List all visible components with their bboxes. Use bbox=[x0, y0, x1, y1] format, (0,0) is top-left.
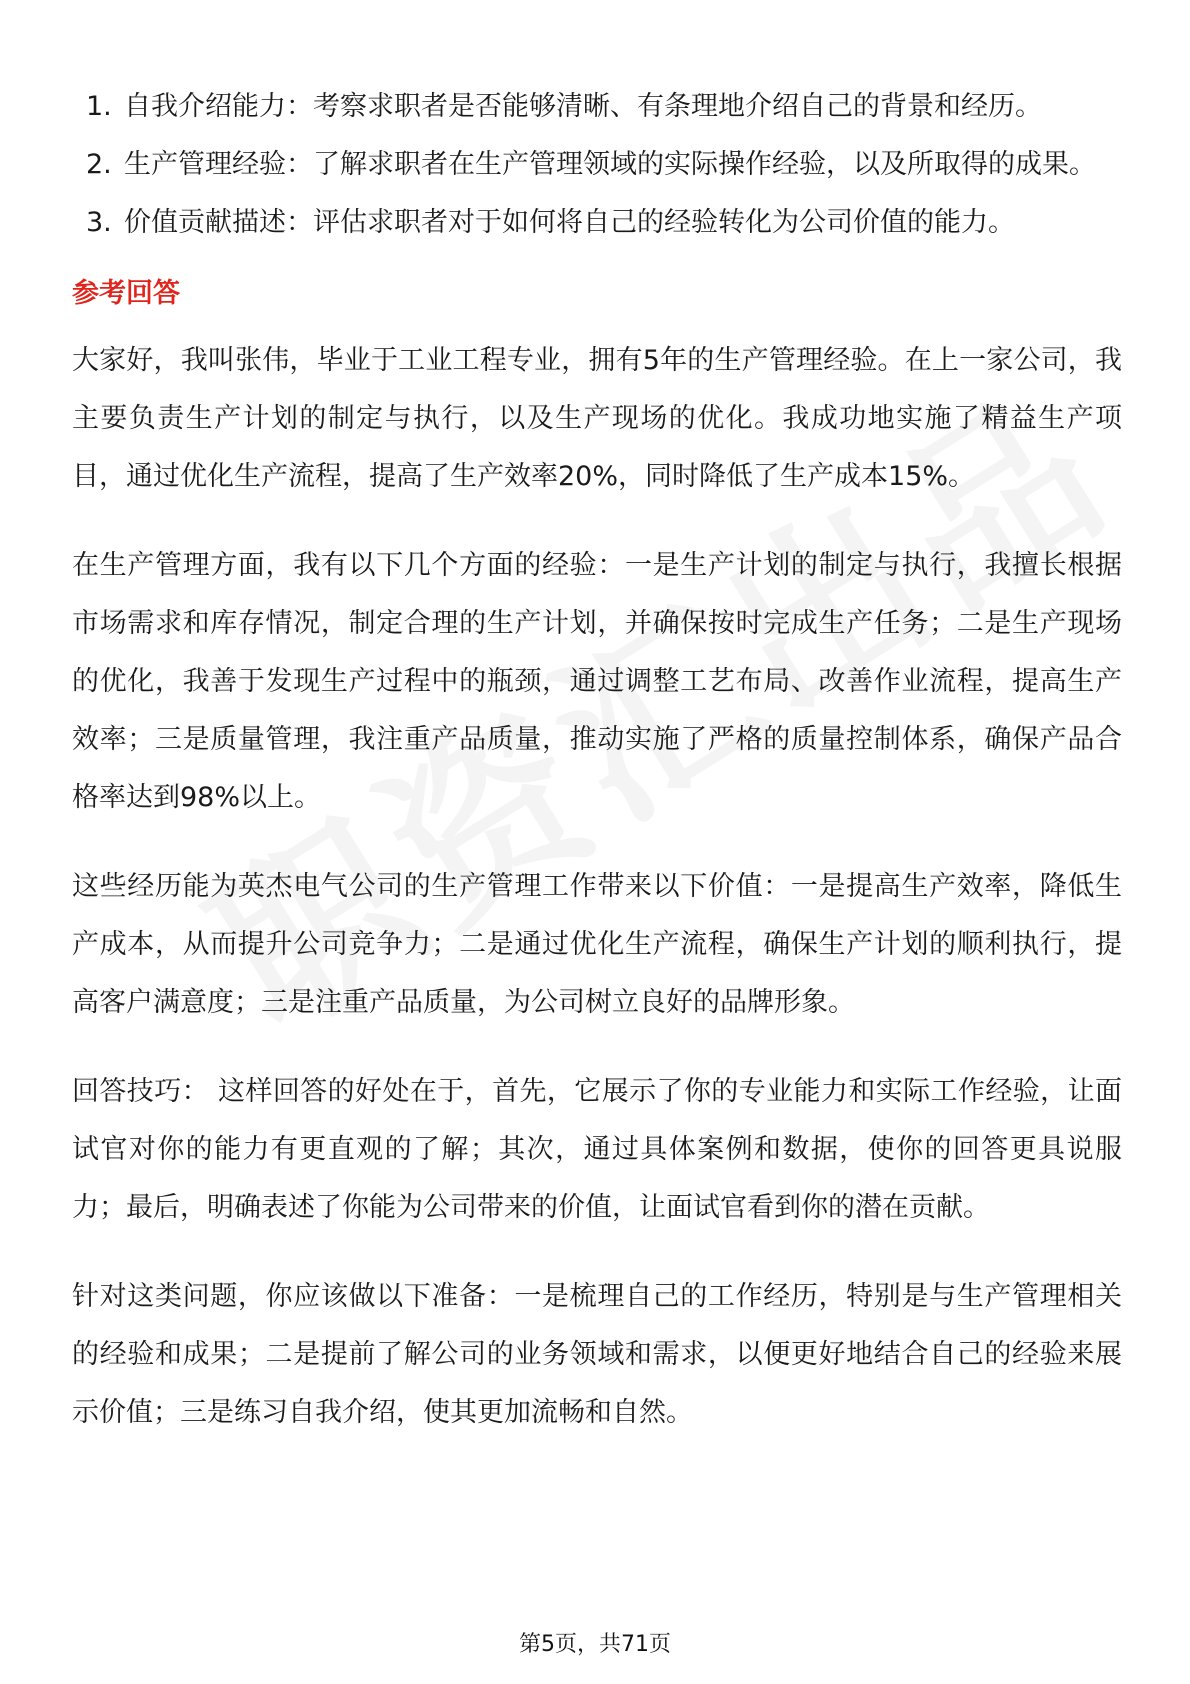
list-item bbox=[72, 136, 1122, 194]
answer-paragraph-experience: 在生产管理方面，我有以下几个方面的经验：一是生产计划的制定与执行，我擅长根据市场需求和库存情况，制定合理的生产计划，并确保按时完成生产任务；二是生产现场的优化，我善于发现生产过程中的瓶颈，通过调整工艺布局、改善作业流程，提高生产效率；三是质量管理，我注重产品质量，推动实施了严格的质量控制体系，确保产品合格率达到98%以上。 bbox=[72, 550, 1122, 813]
list-item-text: 生产管理经验：了解求职者在生产管理领域的实际操作经验，以及所取得的成果。 bbox=[124, 149, 1096, 180]
list-item-text: 价值贡献描述：评估求职者对于如何将自己的经验转化为公司价值的能力。 bbox=[124, 207, 1015, 238]
answer-paragraph-intro: 大家好，我叫张伟，毕业于工业工程专业，拥有5年的生产管理经验。在上一家公司，我主要负责生产计划的制定与执行，以及生产现场的优化。我成功地实施了精益生产项目，通过优化生产流程，提高了生产效率20%，同时降低了生产成本15%。 bbox=[72, 345, 1122, 492]
page-content bbox=[72, 78, 1122, 1473]
list-item-number: 1. bbox=[86, 91, 112, 122]
answer-paragraph-value: 这些经历能为英杰电气公司的生产管理工作带来以下价值：一是提高生产效率，降低生产成本，从而提升公司竞争力；二是通过优化生产流程，确保生产计划的顺利执行，提高客户满意度；三是注重产品质量，为公司树立良好的品牌形象。 bbox=[72, 871, 1122, 1018]
reference-answer-heading: 参考回答 bbox=[72, 278, 180, 309]
answer-tips-paragraph: 回答技巧： 这样回答的好处在于，首先，它展示了你的专业能力和实际工作经验，让面试官对你的能力有更直观的了解；其次，通过具体案例和数据，使你的回答更具说服力；最后，明确表述了你能为公司带来的价值，让面试官看到你的潜在贡献。 bbox=[72, 1076, 1122, 1223]
list-item-text: 自我介绍能力：考察求职者是否能够清晰、有条理地介绍自己的背景和经历。 bbox=[124, 91, 1042, 122]
list-item bbox=[72, 194, 1122, 252]
preparation-paragraph: 针对这类问题，你应该做以下准备：一是梳理自己的工作经历，特别是与生产管理相关的经验和成果；二是提前了解公司的业务领域和需求，以便更好地结合自己的经验来展示价值；三是练习自我介绍，使其更加流畅和自然。 bbox=[72, 1281, 1122, 1428]
list-item bbox=[72, 78, 1122, 136]
list-item-number: 3. bbox=[86, 207, 112, 238]
evaluation-criteria-list bbox=[72, 78, 1122, 252]
list-item-number: 2. bbox=[86, 149, 112, 180]
page-number-footer: 第5页，共71页 bbox=[519, 1632, 671, 1657]
